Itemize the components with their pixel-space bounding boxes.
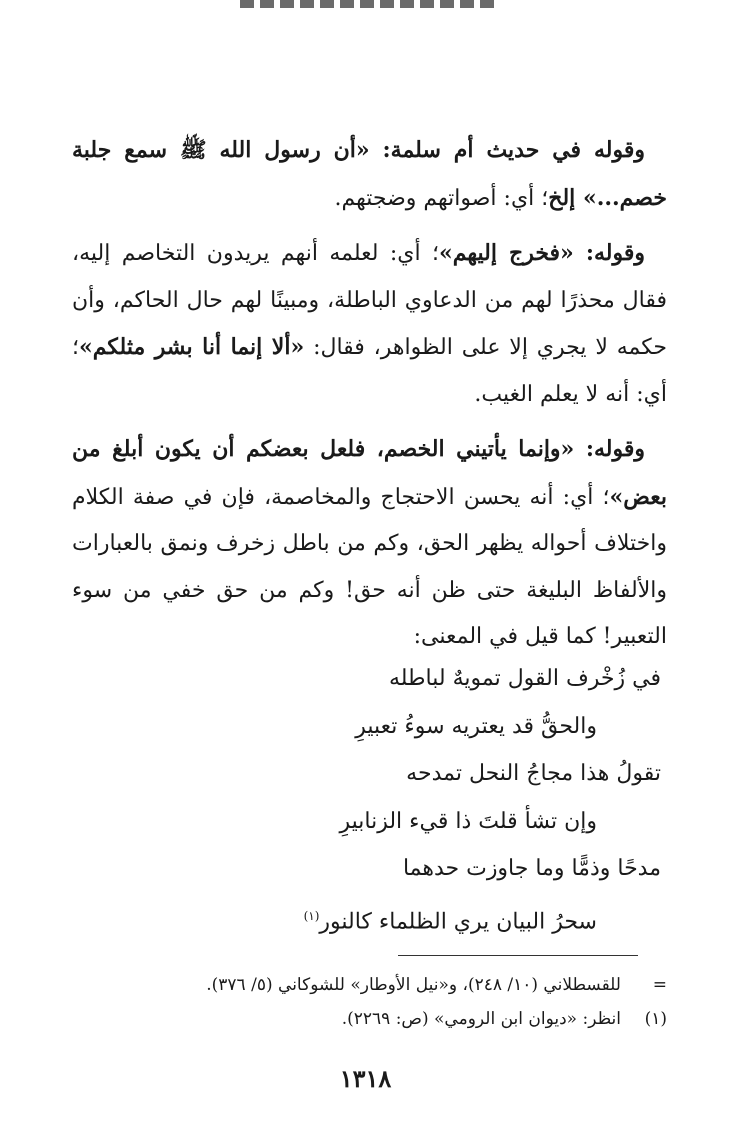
- hadith-quote: «أن رسول الله ﷺ سمع جلبة خصم...» إلخ: [72, 137, 667, 211]
- main-text: [72, 127, 667, 669]
- page-number: ١٣١٨: [339, 1064, 392, 1093]
- paragraph-text: ؛ أي: أصواتهم وضجتهم.: [334, 185, 549, 211]
- verse-hemistich: مدحًا وذمًّا وما جاوزت حدهما: [402, 856, 661, 881]
- verse-hemistich-last: [72, 893, 667, 941]
- paragraph-text: ؛ أي: أنه يحسن الاحتجاج والمخاصمة، فإن في صفة الكلام واختلاف أحواله يظهر الحق، وكم من باطل زخرف ونمق بالعبارات والألفاظ البليغة حتى ظن أنه حق! وكم من حق خفي من سوء التعبير! كما قيل في المعنى:: [72, 484, 667, 649]
- verse-hemistich: تقولُ هذا مجاجُ النحل تمدحه: [406, 761, 661, 786]
- hadith-quote: «وإنما يأتيني الخصم، فلعل بعضكم أن يكون أبلغ من بعض»: [72, 436, 667, 510]
- footnote-marker: (١): [644, 1009, 667, 1029]
- footnote-marker: =: [652, 975, 667, 995]
- paragraph: [72, 127, 667, 222]
- footnotes: [72, 968, 667, 1036]
- poem: [72, 655, 667, 940]
- footnote-text: للقسطلاني (١٠/ ٢٤٨)، و«نيل الأوطار» للشوكاني (٥/ ٣٧٦).: [206, 975, 621, 995]
- paragraph-text: ؛ أي: أنه لا يعلم الغيب.: [72, 335, 667, 407]
- verse-hemistich: وإن تشأ قلتَ ذا قيء الزنابيرِ: [339, 808, 597, 834]
- header-ornament: [240, 0, 495, 8]
- paragraph-text: ؛ أي: لعلمه أنهم يريدون التخاصم إليه، فقال محذرًا لهم من الدعاوي الباطلة، ومبينًا لهم حال الحاكم، وأن حكمه لا يجري إلا على الظواهر، فقال:: [72, 241, 668, 360]
- verse-text: سحرُ البيان يري الظلماء كالنور: [319, 908, 597, 934]
- paragraph-intro: وقوله في حديث أم سلمة:: [369, 137, 645, 163]
- footnote-marker: (١): [303, 908, 320, 923]
- footnote-text: انظر: «ديوان ابن الرومي» (ص: ٢٢٦٩).: [341, 1009, 621, 1029]
- footnote: [72, 968, 667, 1002]
- footnote: [72, 1002, 667, 1036]
- paragraph: [72, 426, 667, 661]
- hadith-quote: «ألا إنما أنا بشر مثلكم»: [79, 334, 305, 360]
- paragraph-intro: وقوله:: [573, 240, 645, 266]
- hadith-quote: «فخرج إليهم»: [438, 240, 574, 266]
- paragraph: [72, 230, 667, 418]
- footnote-divider: [398, 955, 638, 956]
- paragraph-intro: وقوله:: [574, 436, 645, 462]
- verse-hemistich: والحقُّ قد يعتريه سوءُ تعبيرِ: [355, 713, 597, 739]
- verse-hemistich: في زُخْرف القول تمويهٌ لباطله: [388, 666, 661, 691]
